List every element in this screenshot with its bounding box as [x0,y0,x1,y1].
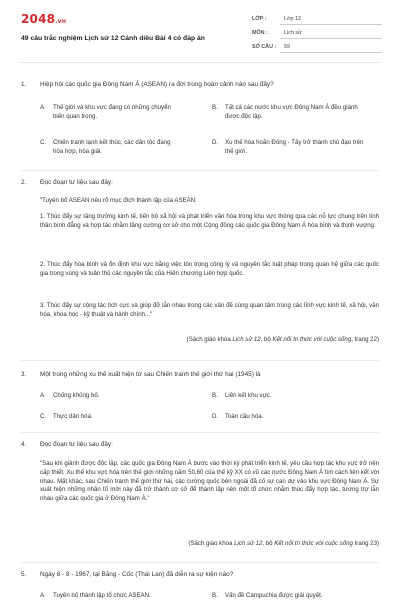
question-text: Ngày 8 - 8 - 1967, tại Băng - Cốc (Thái Lan) đã diễn ra sự kiện nào? [40,571,234,578]
excerpt-paragraph: 2. Thúc đẩy hòa bình và ổn định khu vực bằng việc tôn trọng công lý và nguyên tắc luật pháp trong quan hệ giữa các quốc gia trong vùng và tuân thủ các nguyên tắc của Hiến chương Liên hợp quốc. [40,261,379,277]
option-text: Thế giới và khu vực đang có những chuyển biến quan trọng. [53,104,171,120]
option-letter: B. [212,104,218,111]
option-text: Tất cả các nước khu vực Đông Nam Á đều giành được độc lập. [225,104,358,120]
question-text: Đọc đoạn tư liệu sau đây: [40,441,113,448]
meta-value: Lớp 12 [284,16,302,22]
excerpt-source: (Sách giáo khoa Lịch sử 12, bộ Kết nối tri thức với cuộc sống trang 23) [188,540,379,547]
option-text: Toàn cầu hóa. [225,413,264,420]
option-text: Chiến tranh lạnh kết thúc, các dân tộc đang hòa hợp, hòa giải. [53,139,171,155]
question-number: 3. [21,371,27,378]
option-text: Tuyên bố thành lập tổ chức ASEAN. [53,592,151,599]
meta-label: SỐ CÂU : [252,44,277,50]
question-divider [21,360,379,361]
option-letter: C. [40,413,47,420]
excerpt-block [40,197,379,206]
meta-value: Lịch sử [284,30,302,36]
option-text: Liên kết khu vực. [225,392,272,399]
excerpt-block [40,460,379,504]
option-letter: B. [212,392,218,399]
option-letter: A. [40,592,46,599]
header-divider [21,62,379,63]
meta-value: 59 [284,44,290,50]
option-letter: A. [40,392,46,399]
excerpt-paragraph: 3. Thúc đẩy sự cộng tác tích cực và giúp đỡ lẫn nhau trong các vấn đề cùng quan tâm trong các lĩnh vực kinh tế, xã hội, văn hóa, khoa học - kỹ thuật và hành chính,.." [40,302,379,318]
excerpt-paragraph: "Sau khi giành được độc lập, các quốc gia Đông Nam Á bước vào thời kỳ phát triển kinh tế, yêu cầu hợp tác khu vực trở nên cấp thiết. Xu thế khu vực hóa trên thế giới những năm 50,60 của thế kỷ XX có vũ các nước Đông Nam Á tìm cách liên kết với nhau. Mặt khác, sau Chiến tranh thế giới thứ hai, các cường quốc bên ngoài đã cố sự can dự vào khu vực Đông Nam Á. Sự xuất hiện những nhân tố mới này đã trở thành cơ sở để thành lập nên một tổ chức nhằm thúc đẩy hợp tác, tương trợ lẫn nhau giữa các quốc gia ở Đông Nam Á." [40,460,379,503]
question-divider [21,562,379,563]
option-letter: C. [40,139,47,146]
option-letter: A. [40,104,46,111]
excerpt-block [40,213,379,231]
question-text: Hiệp hội các quốc gia Đông Nam Á (ASEAN) ra đời trong hoàn cảnh nào sau đây? [40,81,274,88]
site-logo[interactable]: 2048.vn [21,12,67,26]
option-text: Thực dân hóa. [53,413,93,420]
question-text: Một trong những xu thế xuất hiện từ sau Chiến tranh thế giới thứ hai (1945) là [40,371,261,378]
option-letter: B. [212,592,218,599]
excerpt-source: (Sách giáo khoa Lịch sử 12, bộ Kết nối tri thức với cuộc sống, trang 22) [186,336,379,343]
question-number: 4. [21,441,27,448]
excerpt-paragraph: 1. Thúc đẩy sự tăng trưởng kinh tế, tiến bộ xã hội và phát triển văn hóa trong khu vực thông qua các nỗ lực chung trên tinh thần bình đẳng và hợp tác nhằm tăng cường cơ sở cho một Cộng đồng các quốc gia Đông Nam Á hòa bình và thịnh vượng. [40,213,379,229]
question-text: Đọc đoạn tư liệu sau đây: [40,179,113,186]
option-text: Chống khủng bố. [53,392,100,399]
meta-label: MÔN : [252,30,268,36]
page-title: 49 câu trắc nghiệm Lịch sử 12 Cánh diều Bài 4 có đáp án [21,35,205,42]
question-divider [21,432,379,433]
question-number: 1. [21,81,27,88]
excerpt-block [40,302,379,320]
excerpt-block [40,261,379,279]
option-text: Vấn đề Campuchia được giải quyết. [225,592,323,599]
option-letter: D. [212,139,219,146]
option-text: Xu thế hòa hoãn Đông - Tây trở thành chủ đạo trên thế giới. [225,139,364,155]
option-letter: D. [212,413,219,420]
question-number: 5. [21,571,27,578]
question-number: 2. [21,179,27,186]
excerpt-intro: "Tuyên bố ASEAN nêu rõ mục đích thành lập của ASEAN: [40,197,197,204]
question-divider [21,170,379,171]
meta-label: LỚP : [252,16,267,22]
